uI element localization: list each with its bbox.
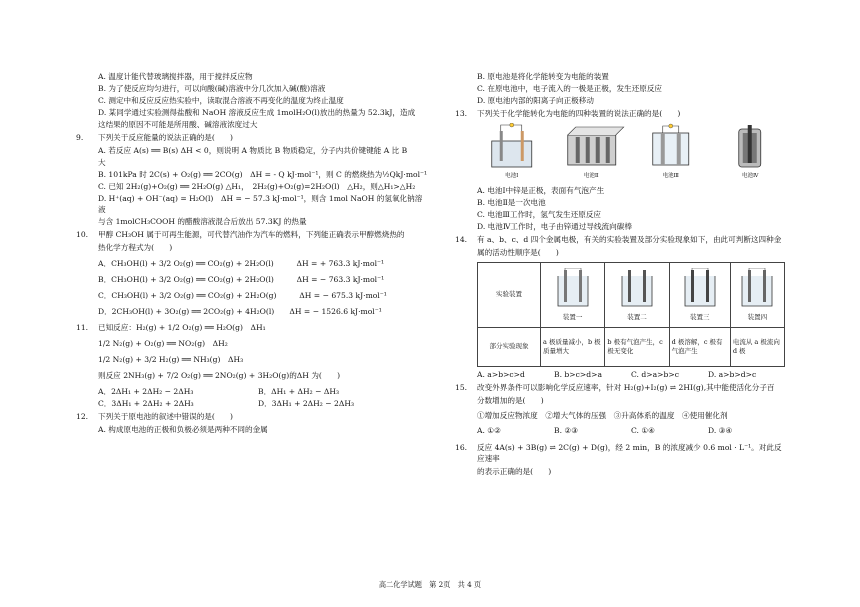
question-11 (76, 322, 428, 333)
q15-options-row (455, 425, 785, 436)
q15-option-b: B. ②③ (554, 426, 579, 435)
q15-stem-cont: 分数增加的是( ) (477, 396, 544, 405)
battery-3-caption: 电池Ⅲ (662, 173, 679, 180)
q14-option-b: B. b>c>d>a (554, 370, 602, 379)
q12-option-a: A. 构成原电池的正极和负极必须是两种不同的金属 (98, 425, 268, 434)
question-stem: 下列关于原电池的叙述中错误的是( ) (98, 412, 234, 421)
q16-stem-cont: 的表示正确的是( ) (477, 467, 552, 476)
question-number: 9. (76, 133, 84, 142)
q9-option-b: B. 101kPa 时 2C(s) + O₂(g) ══ 2CO(g) ΔH = - Q kJ·mol⁻¹，则 C 的燃烧热为½QkJ·mol⁻¹ (98, 170, 428, 179)
q11-option-d: D．3ΔH₁ + 2ΔH₂ − 2ΔH₃ (258, 399, 355, 408)
battery-1-diagram (477, 123, 547, 181)
q11-options-row-1 (76, 386, 428, 397)
battery-2-diagram (557, 123, 627, 181)
q14-options-row (455, 369, 785, 380)
battery-4-caption: 电池Ⅳ (742, 173, 759, 180)
q10-stem-cont: 热化学方程式为( ) (98, 243, 173, 252)
q9-option-d: D. H⁺(aq) + OH⁻(aq) = H₂O(l) ΔH = − 57.3 kJ·mol⁻¹，则含 1mol NaOH 的氢氧化钠溶液 (98, 194, 423, 214)
q11-option-b: B．ΔH₁ + ΔH₂ − ΔH₃ (258, 387, 340, 396)
phenomenon-cell: a 极质量减小，b 极质量增大 (541, 328, 605, 367)
q11-option-c: C．3ΔH₁ + 2ΔH₂ + 2ΔH₃ (98, 399, 194, 408)
q11-option-a: A．2ΔH₁ + 2ΔH₂ − 2ΔH₃ (98, 387, 194, 396)
battery-2-caption: 电池Ⅱ (583, 173, 599, 180)
right-column (455, 70, 785, 478)
question-stem: 甲醇 CH₃OH 属于可再生能源，可代替汽油作为汽车的燃料，下列能正确表示甲醇燃烧热的 (98, 230, 405, 239)
device-label: 装置三 (689, 313, 710, 321)
q12-option-c: C. 在原电池中，电子流入的一极是正极，发生还原反应 (477, 84, 663, 93)
q15-option-a: A. ①② (477, 426, 501, 435)
device-label: 装置四 (747, 313, 768, 321)
question-number: 11. (76, 323, 89, 332)
q10-option-c: C．CH₃OH(l) + 3/2 O₂(g) ══ CO₂(g) + 2H₂O(g) ΔH = − 675.3 kJ·mol⁻¹ (98, 291, 387, 300)
battery-3-diagram (636, 123, 706, 181)
device-cell (605, 263, 669, 328)
q8-option-b: B. 为了使反应均匀进行，可以向酸(碱)溶液中分几次加入碱(酸)溶液 (98, 84, 326, 93)
q13-option-b: B. 电池Ⅱ是一次电池 (477, 198, 546, 207)
q9-option-a: A. 若反应 A(s) ══ B(s) ΔH < 0，则说明 A 物质比 B 物质稳定，分子内共价键键能 A 比 B (98, 146, 408, 155)
question-13 (455, 108, 785, 119)
lead-acid-battery-icon (557, 123, 627, 171)
question-number: 12. (76, 412, 89, 421)
battery-diagrams (477, 123, 785, 181)
question-stem: 有 a、b、c、d 四个金属电极，有关的实验装置及部分实验现象如下，由此可判断这四种金 (477, 235, 782, 244)
fuel-cell-icon (636, 123, 706, 171)
table-row (478, 263, 785, 328)
question-number: 10. (76, 230, 89, 239)
beaker-icon (681, 268, 719, 310)
q12-option-b: B. 原电池是将化学能转变为电能的装置 (477, 72, 609, 81)
galvanic-cell-icon (477, 123, 547, 171)
phenomenon-cell: d 极溶解，c 极有气泡产生 (669, 328, 730, 367)
q14-option-d: D. a>b>d>c (708, 370, 757, 379)
q13-option-c: C. 电池Ⅲ工作时，氢气发生还原反应 (477, 210, 602, 219)
q13-option-a: A. 电池Ⅰ中锌是正极，表面有气泡产生 (477, 186, 605, 195)
beaker-icon (554, 268, 592, 310)
question-number: 14. (455, 235, 468, 244)
device-label: 装置二 (627, 313, 647, 321)
q8-option-d-cont: 这结果的原因不可能是所用酸、碱溶液浓度过大 (98, 120, 258, 129)
question-stem: 改变外界条件可以影响化学反应速率，针对 H₂(g)+I₂(g) ⇌ 2HI(g),其中能使活化分子百 (477, 383, 775, 392)
q10-option-b: B．CH₃OH(l) + 3/2 O₂(g) ══ CO₂(g) + 2H₂O(l) ΔH = − 763.3 kJ·mol⁻¹ (98, 275, 385, 284)
question-number: 16. (455, 443, 468, 452)
question-number: 13. (455, 109, 468, 118)
question-15 (455, 382, 785, 393)
q10-option-a: A．CH₃OH(l) + 3/2 O₂(g) ══ CO₂(g) + 2H₂O(l) ΔH = + 763.3 kJ·mol⁻¹ (98, 259, 385, 268)
battery-1-caption: 电池Ⅰ (505, 173, 519, 180)
q15-option-c: C. ①④ (631, 426, 655, 435)
question-stem: 下列关于反应能量的说法正确的是( ) (98, 133, 234, 142)
page-footer: 高二化学试题 第 2页 共 4 页 (378, 580, 482, 589)
q14-stem-cont: 属的活动性顺序是( ) (477, 248, 559, 257)
question-number: 15. (455, 383, 468, 392)
question-9 (76, 132, 428, 143)
question-16 (455, 442, 785, 464)
experiment-table (477, 262, 785, 367)
q9-option-a-cont: 大 (98, 158, 106, 167)
q15-option-d: D. ③④ (708, 426, 733, 435)
q13-option-d: D. 电池Ⅳ工作时，电子由锌通过导线流向碳棒 (477, 222, 632, 231)
question-10 (76, 229, 428, 240)
question-12 (76, 411, 428, 422)
q12-option-d: D. 原电池内部的阳离子向正极移动 (477, 96, 594, 105)
phenomenon-cell: b 极有气泡产生，c 极无变化 (605, 328, 669, 367)
beaker-icon (618, 268, 656, 310)
q9-option-d-cont: 与含 1molCH₃COOH 的醋酸溶液混合后放出 57.3KJ 的热量 (98, 217, 307, 226)
q11-options-row-2 (76, 398, 428, 409)
beaker-icon (738, 268, 776, 310)
q11-equation-3: 1/2 N₂(g) + 3/2 H₂(g) ══ NH₃(g) ΔH₃ (98, 355, 244, 364)
question-stem: 反应 4A(s) + 3B(g) ⇌ 2C(g) + D(g)，经 2 min，B 的浓度减少 0.6 mol · L⁻¹。对此反应速率 (477, 443, 782, 463)
q10-option-d: D．2CH₃OH(l) + 3O₂(g) ══ 2CO₂(g) + 4H₂O(l) ΔH = − 1526.6 kJ·mol⁻¹ (98, 307, 382, 316)
table-row (478, 328, 785, 367)
q11-target-reaction: 则反应 2NH₃(g) + 7/2 O₂(g) ══ 2NO₂(g) + 3H₂O(g)的ΔH 为( ) (98, 371, 341, 380)
question-14 (455, 234, 785, 245)
row-label: 部分实验现象 (478, 328, 541, 367)
phenomenon-cell: 电流从 a 极流向 d 极 (730, 328, 784, 367)
q14-option-a: A. a>b>c>d (477, 370, 525, 379)
dry-cell-icon (716, 123, 786, 171)
q8-option-d: D. 某同学通过实验测得盐酸和 NaOH 溶液反应生成 1molH₂O(l)放出的热量为 52.3kJ，造成 (98, 108, 416, 117)
q11-equation-2: 1/2 N₂(g) + O₂(g) ══ NO₂(g) ΔH₂ (98, 339, 228, 348)
device-cell (669, 263, 730, 328)
q8-option-c: C. 测定中和反应反应热实验中，读取混合溶液不再变化的温度为终止温度 (98, 96, 344, 105)
battery-4-diagram (716, 123, 786, 181)
question-stem: 已知反应：H₂(g) + 1/2 O₂(g) ══ H₂O(g) ΔH₁ (98, 323, 266, 332)
q15-items: ①增加反应物浓度 ②增大气体的压强 ③升高体系的温度 ④使用催化剂 (477, 411, 728, 420)
row-label: 实验装置 (478, 263, 541, 328)
q9-option-c: C. 已知 2H₂(g)+O₂(g) ══ 2H₂O(g) △H₁， 2H₂(g)+O₂(g)=2H₂O(l) △H₂，则△H₁>△H₂ (98, 182, 416, 191)
left-column (76, 70, 428, 436)
question-stem: 下列关于化学能转化为电能的四种装置的说法正确的是( ) (477, 109, 681, 118)
device-cell (730, 263, 784, 328)
q14-option-c: C. d>a>b>c (631, 370, 679, 379)
device-cell (541, 263, 605, 328)
q8-option-a: A. 温度计能代替玻璃搅拌器，用于搅拌反应物 (98, 72, 253, 81)
device-label: 装置一 (562, 313, 583, 321)
